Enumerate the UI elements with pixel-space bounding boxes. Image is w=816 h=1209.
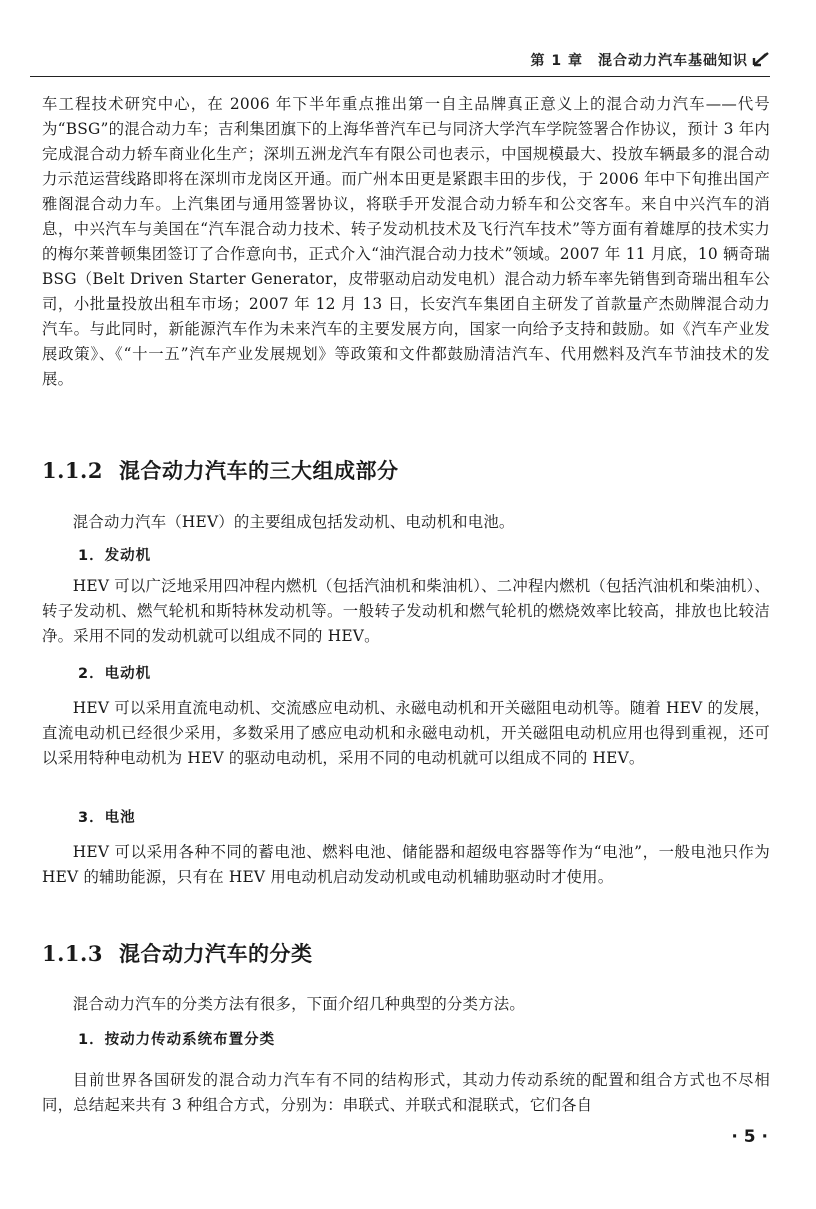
body-paragraph: HEV 可以广泛地采用四冲程内燃机（包括汽油机和柴油机）、二冲程内燃机（包括汽油机和柴油机）、转子发动机、燃气轮机和斯特林发动机等。一般转子发动机和燃气轮机的燃烧效率比较高，排放也比较洁净。采用不同的发动机就可以组成不同的 HEV。: [42, 577, 770, 645]
section-intro-block: [42, 510, 770, 535]
section-113-intro-block: [42, 992, 770, 1017]
classification-paragraph-block: [42, 1068, 770, 1118]
body-paragraph: 目前世界各国研发的混合动力汽车有不同的结构形式，其动力传动系统的配置和组合方式也不尽相同，总结起来共有 3 种组合方式，分别为：串联式、并联式和混联式，它们各自: [42, 1071, 770, 1114]
page-number: · 5 ·: [731, 1127, 768, 1147]
engine-paragraph-block: [42, 574, 770, 649]
body-paragraph: HEV 可以采用各种不同的蓄电池、燃料电池、储能器和超级电容器等作为“电池”，一般电池只作为 HEV 的辅助能源，只有在 HEV 用电动机启动发动机或电动机辅助驱动时才使用。: [42, 843, 770, 886]
section-heading-1-1-2: [42, 455, 398, 485]
section-heading-1-1-3: [42, 938, 312, 968]
body-paragraph: HEV 可以采用直流电动机、交流感应电动机、永磁电动机和开关磁阻电动机等。随着 HEV 的发展，直流电动机已经很少采用，多数采用了感应电动机和永磁电动机，开关磁阻电动机应用也得到重视，还可以采用特种电动机为 HEV 的驱动电动机，采用不同的电动机就可以组成不同的 HEV。: [42, 699, 770, 767]
section-number: 1.1.2: [42, 458, 103, 483]
running-title: 第 1 章 混合动力汽车基础知识: [530, 53, 748, 69]
header-arrow-icon: [752, 51, 770, 67]
section-intro: 混合动力汽车（HEV）的主要组成包括发动机、电动机和电池。: [72, 513, 515, 531]
top-paragraph-block: [42, 92, 770, 392]
motor-paragraph-block: [42, 696, 770, 771]
section-number: 1.1.3: [42, 941, 103, 966]
body-paragraph: 车工程技术研究中心，在 2006 年下半年重点推出第一自主品牌真正意义上的混合动力汽车——代号为“BSG”的混合动力车；吉利集团旗下的上海华普汽车已与同济大学汽车学院签署合作协议，预计 3 年内完成混合动力轿车商业化生产；深圳五洲龙汽车有限公司也表示，中国规模最大、投放车辆最多的混合动力示范运营线路即将在深圳市龙岗区开通。而广州本田更是紧跟丰田的步伐，于 2006 年中下旬推出国产雅阁混合动力车。上汽集团与通用签署协议，将联手开发混合动力轿车和公交客车。来自中兴汽车的消息，中兴汽车与美国在“汽车混合动力技术、转子发动机技术及飞行汽车技术”等方面有着雄厚的技术实力的梅尔莱普顿集团签订了合作意向书，正式介入“油汽混合动力技术”领域。2007 年 11 月底，10 辆奇瑞 BSG（Belt Driven Starter Generator，皮带驱动启动发电机）混合动力轿车率先销售到奇瑞出租车公司，小批量投放出租车市场；2007 年 12 月 13 日，长安汽车集团自主研发了首款量产杰勋牌混合动力汽车。与此同时，新能源汽车作为未来汽车的主要发展方向，国家一向给予支持和鼓励。如《汽车产业发展政策》、《“十一五”汽车产业发展规划》等政策和文件都鼓励清洁汽车、代用燃料及汽车节油技术的发展。: [42, 95, 770, 388]
subheading-classification: 1．按动力传动系统布置分类: [78, 1032, 276, 1048]
section-intro: 混合动力汽车的分类方法有很多，下面介绍几种典型的分类方法。: [72, 995, 525, 1013]
section-title: 混合动力汽车的三大组成部分: [118, 458, 399, 483]
battery-paragraph-block: [42, 840, 770, 890]
subheading-engine: 1．发动机: [78, 548, 152, 564]
section-title: 混合动力汽车的分类: [118, 941, 313, 966]
subheading-battery: 3．电池: [78, 810, 136, 826]
subheading-motor: 2．电动机: [78, 666, 152, 682]
running-header: [30, 50, 770, 77]
